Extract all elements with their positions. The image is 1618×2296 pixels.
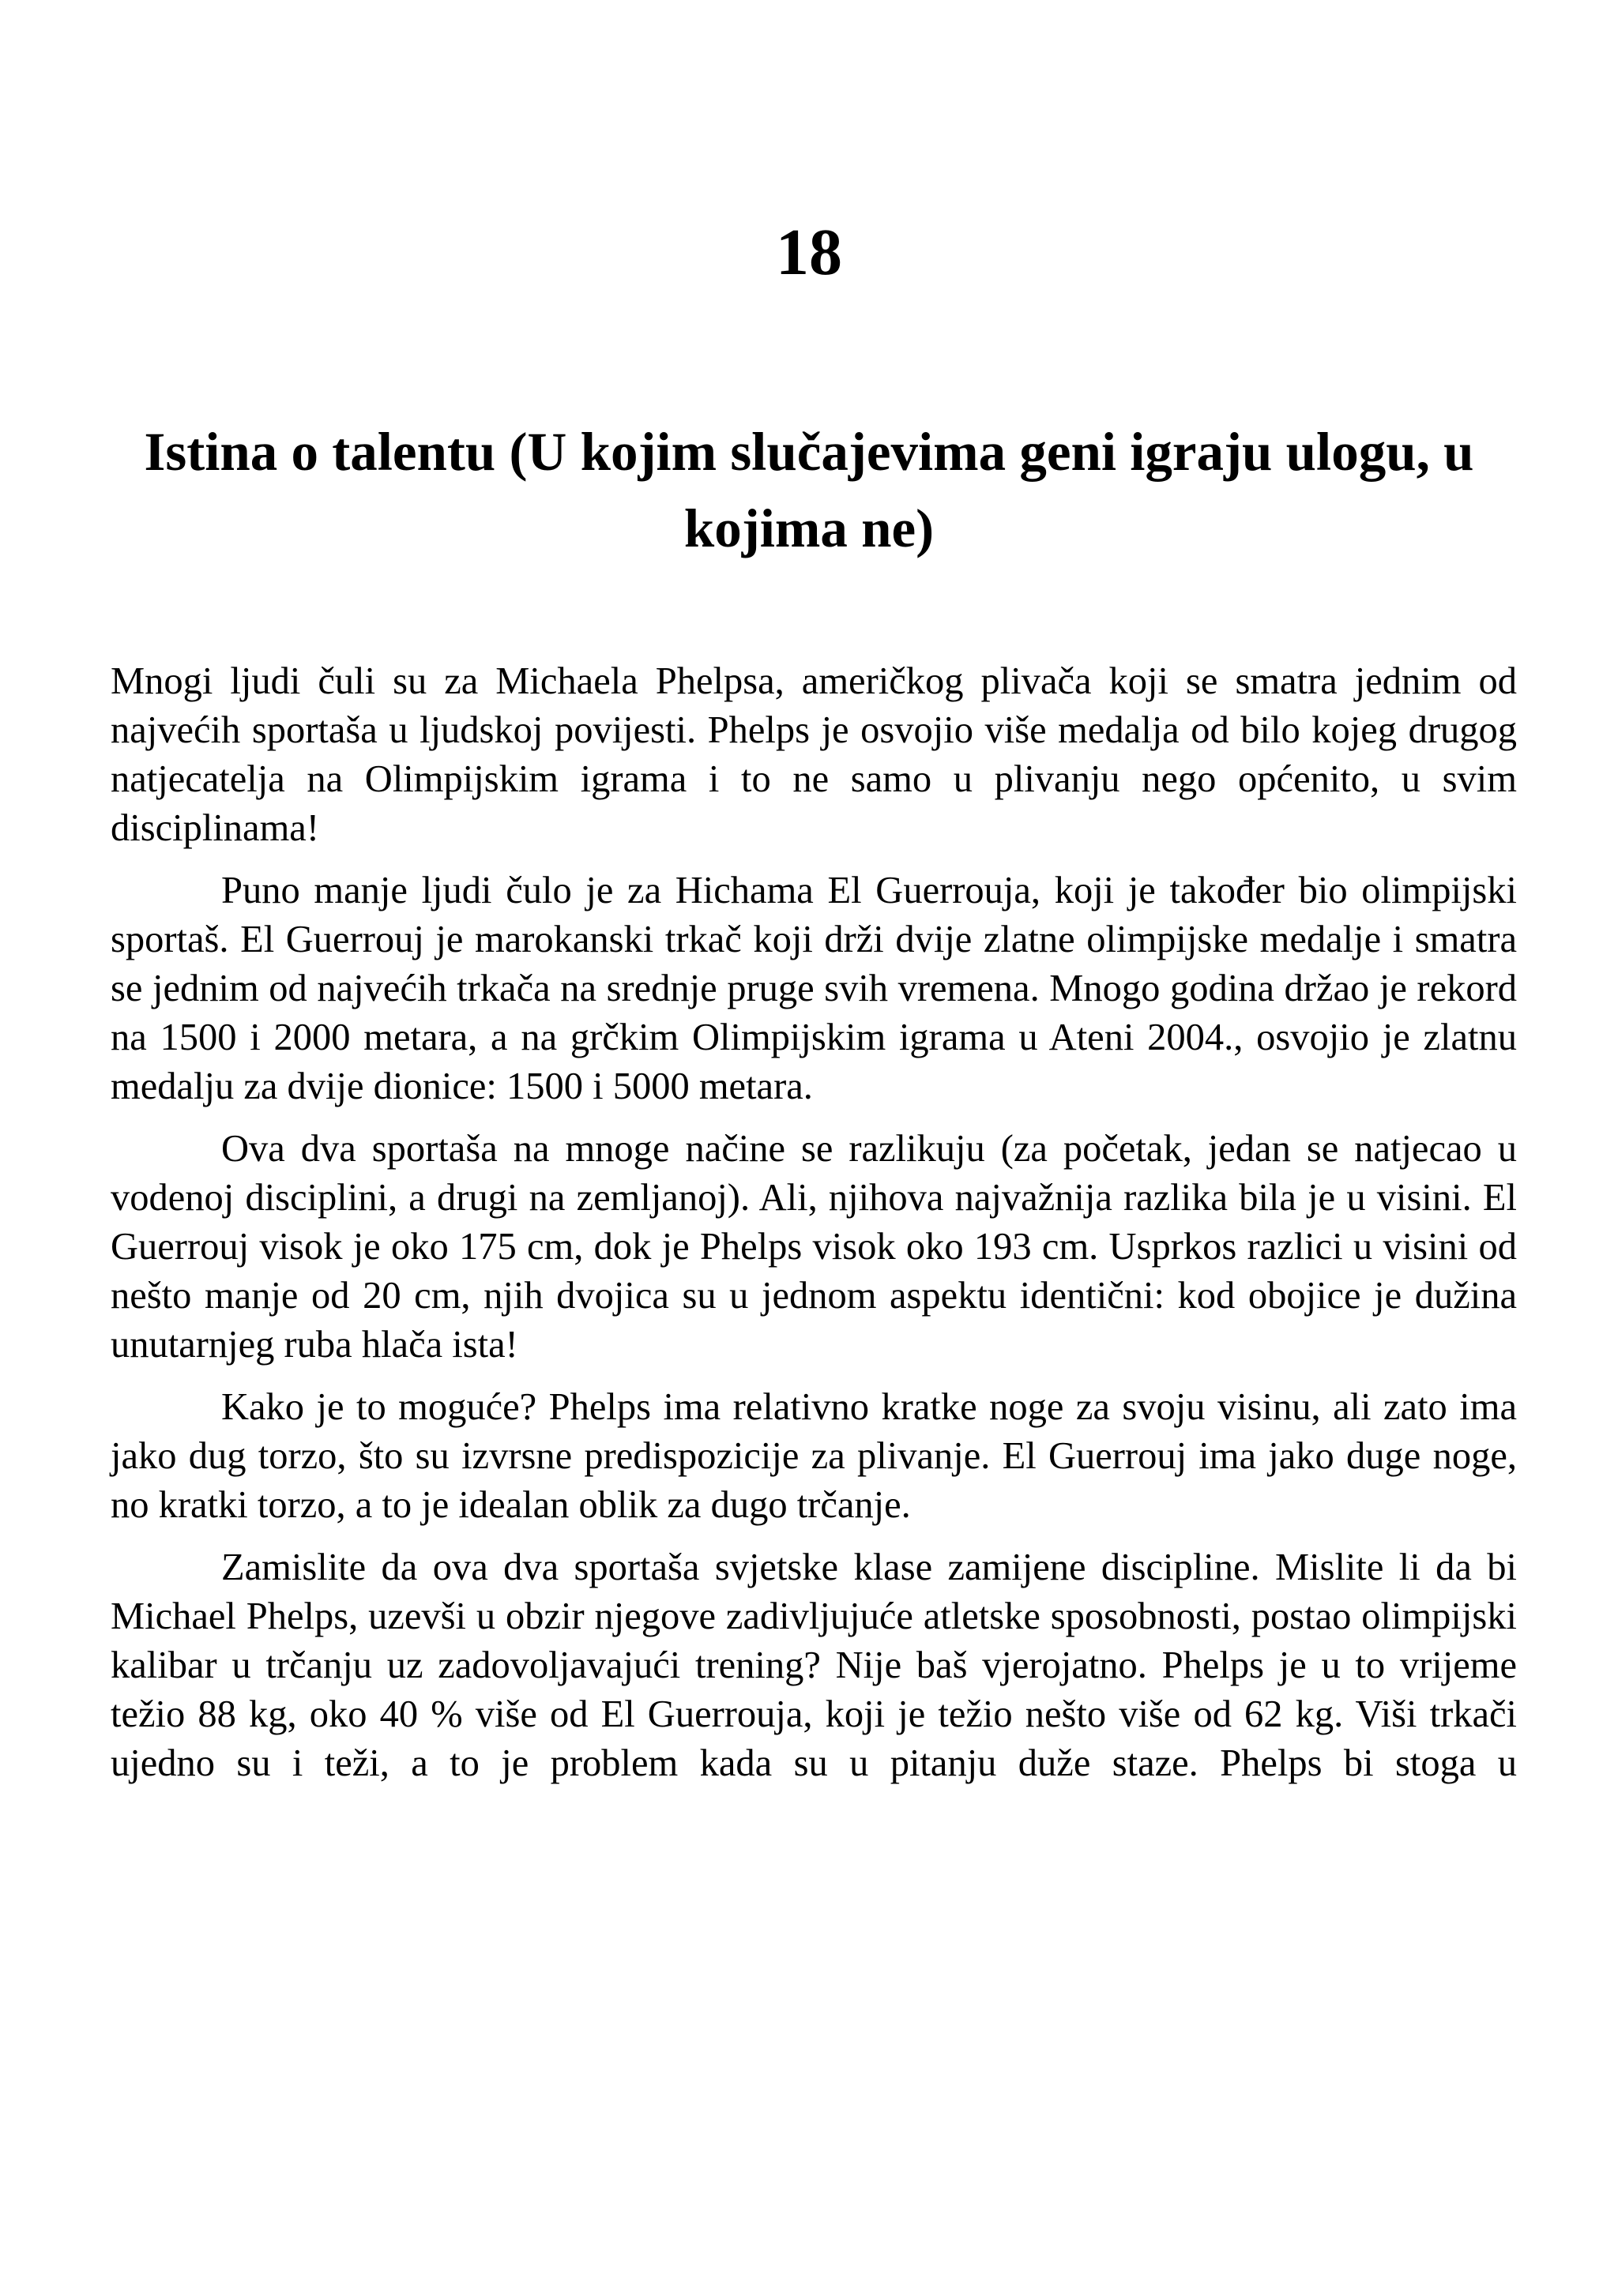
- chapter-body: [111, 657, 1517, 1802]
- paragraph-2: Puno manje ljudi čulo je za Hichama El Guerrouja, koji je također bio olimpijski sportaš. El Guerrouj je marokanski trkač koji drži dvije zlatne olimpijske medalje i smatra se jednim od najvećih trkača na srednje pruge svih vremena. Mnogo godina držao je rekord na 1500 i 2000 metara, a na grčkim Olimpijskim igrama u Ateni 2004., osvojio je zlatnu medalju za dvije dionice: 1500 i 5000 metara.: [111, 870, 1517, 1107]
- paragraph-1: Mnogi ljudi čuli su za Michaela Phelpsa, američkog plivača koji se smatra jednim od najvećih sportaša u ljudskoj povijesti. Phelps je osvojio više medalja od bilo kojeg drugog natjecatelja na Olimpijskim igrama i to ne samo u plivanju nego općenito, u svim disciplinama!: [111, 660, 1517, 849]
- paragraph-5: Zamislite da ova dva sportaša svjetske klase zamijene discipline. Mislite li da bi Michael Phelps, uzevši u obzir njegove zadivljujuće atletske sposobnosti, postao olimpijski kalibar u trčanju uz zadovoljavajući trening? Nije baš vjerojatno. Phelps je u to vrijeme težio 88 kg, oko 40 % više od El Guerrouja, koji je težio nešto više od 62 kg. Viši trkači ujedno su i teži, a to je problem kada su u pitanju duže staze. Phelps bi stoga u: [111, 1546, 1517, 1784]
- chapter-number: 18: [776, 216, 842, 289]
- chapter-title: Istina o talentu (U kojim slučajevima geni igraju ulogu, u kojima ne): [144, 422, 1474, 558]
- paragraph-3: Ova dva sportaša na mnoge načine se razlikuju (za početak, jedan se natjecao u vodenoj disciplini, a drugi na zemljanoj). Ali, njihova najvažnija razlika bila je u visini. El Guerrouj visok je oko 175 cm, dok je Phelps visok oko 193 cm. Usprkos razlici u visini od nešto manje od 20 cm, njih dvojica su u jednom aspektu identični: kod obojice je dužina unutarnjeg ruba hlača ista!: [111, 1128, 1517, 1366]
- paragraph-4: Kako je to moguće? Phelps ima relativno kratke noge za svoju visinu, ali zato ima jako dug torzo, što su izvrsne predispozicije za plivanje. El Guerrouj ima jako duge noge, no kratki torzo, a to je idealan oblik za dugo trčanje.: [111, 1386, 1517, 1526]
